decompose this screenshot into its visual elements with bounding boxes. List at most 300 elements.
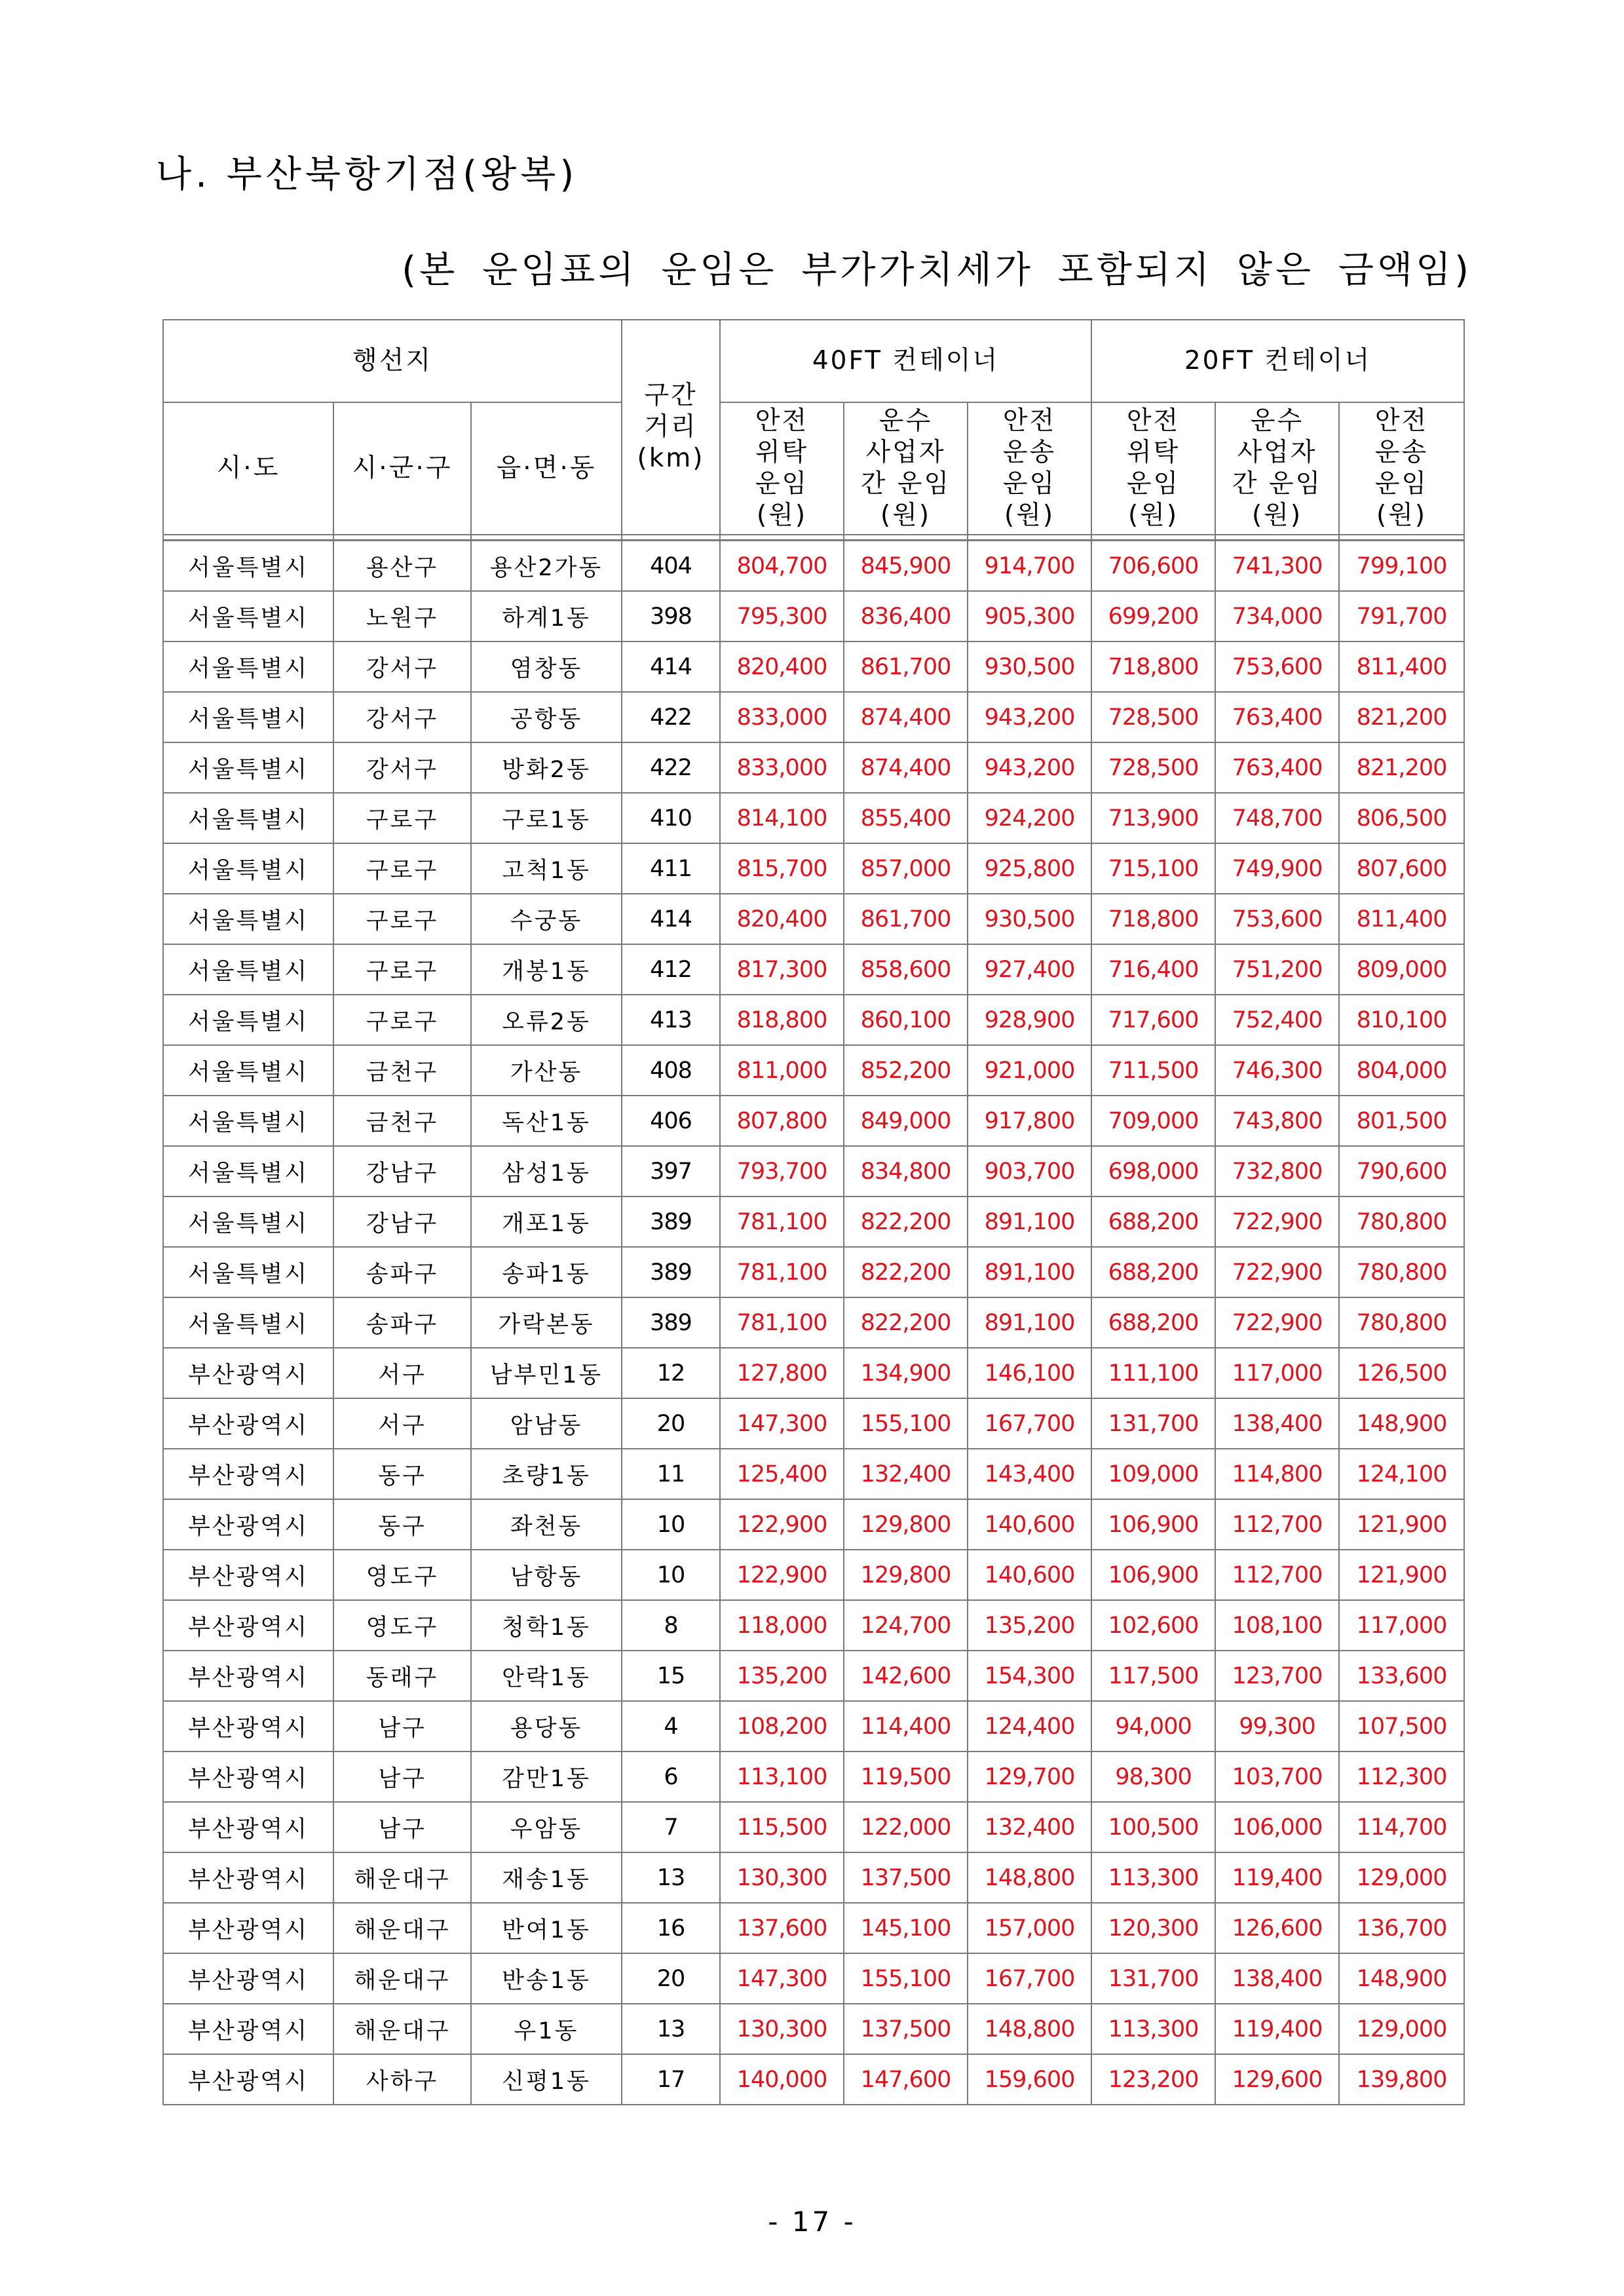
transport-fare-40ft-cell: 927,400 (968, 944, 1091, 995)
transport-fare-40ft-cell: 146,100 (968, 1348, 1091, 1398)
distance-cell: 389 (622, 1297, 720, 1348)
carrier-fare-20ft-cell: 749,900 (1215, 843, 1339, 894)
province-cell: 서울특별시 (163, 742, 333, 793)
distance-cell: 20 (622, 1953, 720, 2004)
carrier-fare-20ft-cell: 103,700 (1215, 1751, 1339, 1802)
transport-fare-20ft-cell: 790,600 (1339, 1146, 1464, 1196)
transport-fare-20ft-cell: 821,200 (1339, 742, 1464, 793)
province-cell: 부산광역시 (163, 1701, 333, 1751)
carrier-fare-20ft-cell: 722,900 (1215, 1297, 1339, 1348)
carrier-fare-20ft-cell: 751,200 (1215, 944, 1339, 995)
table-row (163, 843, 1464, 894)
city-cell: 구로구 (333, 793, 471, 843)
consign-fare-40ft-cell: 135,200 (720, 1651, 844, 1701)
transport-fare-20ft-cell: 117,000 (1339, 1600, 1464, 1651)
province-cell: 부산광역시 (163, 1550, 333, 1600)
carrier-fare-20ft-cell: 138,400 (1215, 1953, 1339, 2004)
transport-fare-20ft-header: 안전 운송 운임 (원) (1339, 402, 1464, 535)
city-cell: 송파구 (333, 1247, 471, 1297)
consign-fare-40ft-cell: 125,400 (720, 1449, 844, 1499)
consign-fare-20ft-cell: 100,500 (1091, 1802, 1215, 1852)
town-cell: 우1동 (471, 2004, 622, 2054)
carrier-fare-40ft-cell: 861,700 (844, 641, 968, 692)
city-cell: 강서구 (333, 692, 471, 742)
table-row (163, 2054, 1464, 2105)
town-header: 읍·면·동 (471, 402, 622, 535)
distance-cell: 10 (622, 1499, 720, 1550)
fare-table (162, 319, 1465, 2105)
carrier-fare-40ft-cell: 155,100 (844, 1953, 968, 2004)
carrier-fare-20ft-cell: 753,600 (1215, 894, 1339, 944)
consign-fare-20ft-cell: 109,000 (1091, 1449, 1215, 1499)
table-row (163, 1651, 1464, 1701)
carrier-fare-20ft-cell: 123,700 (1215, 1651, 1339, 1701)
carrier-fare-20ft-header: 운수 사업자 간 운임 (원) (1215, 402, 1339, 535)
carrier-fare-20ft-cell: 119,400 (1215, 1852, 1339, 1903)
distance-cell: 406 (622, 1096, 720, 1146)
city-cell: 해운대구 (333, 1852, 471, 1903)
distance-cell: 13 (622, 1852, 720, 1903)
transport-fare-20ft-cell: 804,000 (1339, 1045, 1464, 1096)
transport-fare-20ft-cell: 809,000 (1339, 944, 1464, 995)
carrier-fare-40ft-cell: 155,100 (844, 1398, 968, 1449)
distance-cell: 20 (622, 1398, 720, 1449)
city-cell: 용산구 (333, 541, 471, 592)
province-header: 시·도 (163, 402, 333, 535)
province-cell: 부산광역시 (163, 1600, 333, 1651)
consign-fare-40ft-cell: 118,000 (720, 1600, 844, 1651)
town-cell: 수궁동 (471, 894, 622, 944)
distance-cell: 397 (622, 1146, 720, 1196)
carrier-fare-40ft-cell: 122,000 (844, 1802, 968, 1852)
city-cell: 영도구 (333, 1600, 471, 1651)
province-cell: 서울특별시 (163, 1297, 333, 1348)
carrier-fare-40ft-cell: 874,400 (844, 692, 968, 742)
carrier-fare-20ft-cell: 126,600 (1215, 1903, 1339, 1953)
carrier-fare-40ft-cell: 874,400 (844, 742, 968, 793)
transport-fare-40ft-cell: 917,800 (968, 1096, 1091, 1146)
carrier-fare-20ft-cell: 763,400 (1215, 742, 1339, 793)
province-cell: 부산광역시 (163, 1348, 333, 1398)
carrier-fare-40ft-cell: 129,800 (844, 1550, 968, 1600)
transport-fare-40ft-cell: 159,600 (968, 2054, 1091, 2105)
transport-fare-40ft-cell: 148,800 (968, 1852, 1091, 1903)
transport-fare-40ft-cell: 943,200 (968, 692, 1091, 742)
town-cell: 암남동 (471, 1398, 622, 1449)
town-cell: 청학1동 (471, 1600, 622, 1651)
transport-fare-20ft-cell: 126,500 (1339, 1348, 1464, 1398)
table-row (163, 1701, 1464, 1751)
carrier-fare-20ft-cell: 112,700 (1215, 1550, 1339, 1600)
town-cell: 우암동 (471, 1802, 622, 1852)
province-cell: 서울특별시 (163, 843, 333, 894)
transport-fare-40ft-cell: 928,900 (968, 995, 1091, 1045)
transport-fare-40ft-cell: 157,000 (968, 1903, 1091, 1953)
transport-fare-20ft-cell: 139,800 (1339, 2054, 1464, 2105)
transport-fare-20ft-cell: 129,000 (1339, 1852, 1464, 1903)
carrier-fare-20ft-cell: 129,600 (1215, 2054, 1339, 2105)
table-row (163, 1953, 1464, 2004)
town-cell: 고척1동 (471, 843, 622, 894)
consign-fare-40ft-cell: 818,800 (720, 995, 844, 1045)
province-cell: 부산광역시 (163, 1903, 333, 1953)
table-row (163, 1096, 1464, 1146)
carrier-fare-20ft-cell: 114,800 (1215, 1449, 1339, 1499)
carrier-fare-40ft-cell: 129,800 (844, 1499, 968, 1550)
province-cell: 부산광역시 (163, 1953, 333, 2004)
distance-cell: 7 (622, 1802, 720, 1852)
transport-fare-40ft-cell: 905,300 (968, 591, 1091, 641)
consign-fare-20ft-cell: 728,500 (1091, 742, 1215, 793)
consign-fare-20ft-cell: 94,000 (1091, 1701, 1215, 1751)
distance-cell: 404 (622, 541, 720, 592)
town-cell: 공항동 (471, 692, 622, 742)
carrier-fare-40ft-cell: 858,600 (844, 944, 968, 995)
consign-fare-40ft-cell: 811,000 (720, 1045, 844, 1096)
distance-cell: 413 (622, 995, 720, 1045)
transport-fare-20ft-cell: 810,100 (1339, 995, 1464, 1045)
consign-fare-40ft-cell: 817,300 (720, 944, 844, 995)
group-20ft-header: 20FT 컨테이너 (1091, 320, 1464, 402)
carrier-fare-40ft-cell: 145,100 (844, 1903, 968, 1953)
fare-table-body (163, 535, 1464, 2105)
town-cell: 반송1동 (471, 1953, 622, 2004)
city-cell: 영도구 (333, 1550, 471, 1600)
transport-fare-20ft-cell: 121,900 (1339, 1550, 1464, 1600)
table-row (163, 1903, 1464, 1953)
table-row (163, 1146, 1464, 1196)
city-cell: 동구 (333, 1499, 471, 1550)
consign-fare-40ft-cell: 137,600 (720, 1903, 844, 1953)
province-cell: 서울특별시 (163, 1045, 333, 1096)
province-cell: 부산광역시 (163, 1499, 333, 1550)
city-cell: 남구 (333, 1751, 471, 1802)
consign-fare-40ft-cell: 814,100 (720, 793, 844, 843)
consign-fare-20ft-cell: 688,200 (1091, 1247, 1215, 1297)
carrier-fare-20ft-cell: 119,400 (1215, 2004, 1339, 2054)
transport-fare-20ft-cell: 799,100 (1339, 541, 1464, 592)
transport-fare-20ft-cell: 801,500 (1339, 1096, 1464, 1146)
city-cell: 동구 (333, 1449, 471, 1499)
province-cell: 서울특별시 (163, 591, 333, 641)
carrier-fare-20ft-cell: 734,000 (1215, 591, 1339, 641)
transport-fare-20ft-cell: 124,100 (1339, 1449, 1464, 1499)
consign-fare-40ft-cell: 140,000 (720, 2054, 844, 2105)
consign-fare-20ft-header: 안전 위탁 운임 (원) (1091, 402, 1215, 535)
distance-cell: 408 (622, 1045, 720, 1096)
transport-fare-40ft-cell: 148,800 (968, 2004, 1091, 2054)
province-cell: 부산광역시 (163, 2054, 333, 2105)
transport-fare-40ft-cell: 140,600 (968, 1550, 1091, 1600)
carrier-fare-40ft-cell: 860,100 (844, 995, 968, 1045)
transport-fare-40ft-cell: 943,200 (968, 742, 1091, 793)
province-cell: 부산광역시 (163, 1852, 333, 1903)
transport-fare-20ft-cell: 780,800 (1339, 1297, 1464, 1348)
transport-fare-20ft-cell: 112,300 (1339, 1751, 1464, 1802)
carrier-fare-40ft-cell: 852,200 (844, 1045, 968, 1096)
transport-fare-20ft-cell: 129,000 (1339, 2004, 1464, 2054)
province-cell: 부산광역시 (163, 1802, 333, 1852)
transport-fare-20ft-cell: 807,600 (1339, 843, 1464, 894)
consign-fare-40ft-cell: 781,100 (720, 1297, 844, 1348)
carrier-fare-40ft-cell: 861,700 (844, 894, 968, 944)
table-row (163, 894, 1464, 944)
transport-fare-20ft-cell: 821,200 (1339, 692, 1464, 742)
table-row (163, 2004, 1464, 2054)
city-cell: 송파구 (333, 1297, 471, 1348)
distance-cell: 13 (622, 2004, 720, 2054)
carrier-fare-40ft-cell: 132,400 (844, 1449, 968, 1499)
consign-fare-20ft-cell: 713,900 (1091, 793, 1215, 843)
city-cell: 구로구 (333, 894, 471, 944)
province-cell: 서울특별시 (163, 692, 333, 742)
transport-fare-40ft-cell: 135,200 (968, 1600, 1091, 1651)
consign-fare-20ft-cell: 711,500 (1091, 1045, 1215, 1096)
transport-fare-40ft-cell: 914,700 (968, 541, 1091, 592)
table-row (163, 1751, 1464, 1802)
consign-fare-20ft-cell: 718,800 (1091, 641, 1215, 692)
consign-fare-40ft-cell: 115,500 (720, 1802, 844, 1852)
province-cell: 부산광역시 (163, 1398, 333, 1449)
table-row (163, 1802, 1464, 1852)
distance-cell: 6 (622, 1751, 720, 1802)
consign-fare-40ft-cell: 113,100 (720, 1751, 844, 1802)
town-cell: 신평1동 (471, 2054, 622, 2105)
consign-fare-20ft-cell: 706,600 (1091, 541, 1215, 592)
table-row (163, 1852, 1464, 1903)
carrier-fare-20ft-cell: 763,400 (1215, 692, 1339, 742)
consign-fare-40ft-cell: 130,300 (720, 1852, 844, 1903)
town-cell: 좌천동 (471, 1499, 622, 1550)
province-cell: 서울특별시 (163, 944, 333, 995)
transport-fare-20ft-cell: 791,700 (1339, 591, 1464, 641)
transport-fare-40ft-cell: 921,000 (968, 1045, 1091, 1096)
town-cell: 안락1동 (471, 1651, 622, 1701)
province-cell: 서울특별시 (163, 541, 333, 592)
table-row (163, 995, 1464, 1045)
city-cell: 금천구 (333, 1096, 471, 1146)
city-cell: 해운대구 (333, 1903, 471, 1953)
province-cell: 부산광역시 (163, 1651, 333, 1701)
distance-cell: 4 (622, 1701, 720, 1751)
transport-fare-40ft-cell: 930,500 (968, 894, 1091, 944)
distance-cell: 422 (622, 742, 720, 793)
carrier-fare-40ft-cell: 822,200 (844, 1196, 968, 1247)
table-row (163, 591, 1464, 641)
consign-fare-40ft-cell: 147,300 (720, 1953, 844, 2004)
transport-fare-40ft-cell: 143,400 (968, 1449, 1091, 1499)
province-cell: 서울특별시 (163, 793, 333, 843)
consign-fare-20ft-cell: 102,600 (1091, 1600, 1215, 1651)
carrier-fare-40ft-cell: 822,200 (844, 1247, 968, 1297)
table-row (163, 1045, 1464, 1096)
consign-fare-40ft-cell: 122,900 (720, 1550, 844, 1600)
town-cell: 감만1동 (471, 1751, 622, 1802)
city-cell: 노원구 (333, 591, 471, 641)
distance-cell: 412 (622, 944, 720, 995)
transport-fare-20ft-cell: 136,700 (1339, 1903, 1464, 1953)
page-number: - 17 - (768, 2206, 856, 2238)
consign-fare-20ft-cell: 716,400 (1091, 944, 1215, 995)
transport-fare-40ft-cell: 930,500 (968, 641, 1091, 692)
transport-fare-40ft-cell: 167,700 (968, 1398, 1091, 1449)
consign-fare-40ft-cell: 833,000 (720, 742, 844, 793)
carrier-fare-20ft-cell: 117,000 (1215, 1348, 1339, 1398)
town-cell: 가락본동 (471, 1297, 622, 1348)
transport-fare-20ft-cell: 811,400 (1339, 894, 1464, 944)
carrier-fare-40ft-cell: 836,400 (844, 591, 968, 641)
carrier-fare-20ft-cell: 722,900 (1215, 1247, 1339, 1297)
distance-cell: 10 (622, 1550, 720, 1600)
carrier-fare-40ft-cell: 119,500 (844, 1751, 968, 1802)
city-cell: 구로구 (333, 944, 471, 995)
carrier-fare-40ft-cell: 134,900 (844, 1348, 968, 1398)
carrier-fare-20ft-cell: 741,300 (1215, 541, 1339, 592)
consign-fare-40ft-cell: 795,300 (720, 591, 844, 641)
consign-fare-20ft-cell: 718,800 (1091, 894, 1215, 944)
transport-fare-40ft-cell: 140,600 (968, 1499, 1091, 1550)
section-title: 나. 부산북항기점(왕복) (156, 153, 578, 196)
transport-fare-40ft-cell: 891,100 (968, 1297, 1091, 1348)
table-row (163, 793, 1464, 843)
town-cell: 오류2동 (471, 995, 622, 1045)
carrier-fare-40ft-cell: 114,400 (844, 1701, 968, 1751)
city-header: 시·군·구 (333, 402, 471, 535)
city-cell: 강남구 (333, 1196, 471, 1247)
city-cell: 해운대구 (333, 2004, 471, 2054)
consign-fare-20ft-cell: 717,600 (1091, 995, 1215, 1045)
town-cell: 하계1동 (471, 591, 622, 641)
table-row (163, 692, 1464, 742)
table-row (163, 742, 1464, 793)
city-cell: 강서구 (333, 641, 471, 692)
carrier-fare-20ft-cell: 722,900 (1215, 1196, 1339, 1247)
table-row (163, 1348, 1464, 1398)
city-cell: 사하구 (333, 2054, 471, 2105)
carrier-fare-20ft-cell: 138,400 (1215, 1398, 1339, 1449)
group-40ft-header: 40FT 컨테이너 (720, 320, 1091, 402)
transport-fare-20ft-cell: 806,500 (1339, 793, 1464, 843)
distance-cell: 15 (622, 1651, 720, 1701)
province-cell: 서울특별시 (163, 1247, 333, 1297)
table-row (163, 1247, 1464, 1297)
table-row (163, 1297, 1464, 1348)
consign-fare-20ft-cell: 106,900 (1091, 1499, 1215, 1550)
city-cell: 서구 (333, 1398, 471, 1449)
carrier-fare-40ft-cell: 849,000 (844, 1096, 968, 1146)
carrier-fare-40ft-cell: 137,500 (844, 2004, 968, 2054)
transport-fare-40ft-cell: 132,400 (968, 1802, 1091, 1852)
city-cell: 강서구 (333, 742, 471, 793)
distance-cell: 389 (622, 1196, 720, 1247)
transport-fare-20ft-cell: 148,900 (1339, 1398, 1464, 1449)
consign-fare-40ft-cell: 793,700 (720, 1146, 844, 1196)
province-cell: 서울특별시 (163, 894, 333, 944)
city-cell: 남구 (333, 1802, 471, 1852)
town-cell: 남부민1동 (471, 1348, 622, 1398)
town-cell: 용산2가동 (471, 541, 622, 592)
province-cell: 서울특별시 (163, 641, 333, 692)
distance-cell: 8 (622, 1600, 720, 1651)
carrier-fare-20ft-cell: 99,300 (1215, 1701, 1339, 1751)
carrier-fare-20ft-cell: 746,300 (1215, 1045, 1339, 1096)
table-row (163, 641, 1464, 692)
town-cell: 독산1동 (471, 1096, 622, 1146)
province-cell: 서울특별시 (163, 995, 333, 1045)
consign-fare-40ft-cell: 127,800 (720, 1348, 844, 1398)
province-cell: 부산광역시 (163, 2004, 333, 2054)
distance-cell: 11 (622, 1449, 720, 1499)
distance-cell: 414 (622, 641, 720, 692)
distance-cell: 410 (622, 793, 720, 843)
province-cell: 부산광역시 (163, 1751, 333, 1802)
table-row (163, 1600, 1464, 1651)
carrier-fare-40ft-header: 운수 사업자 간 운임 (원) (844, 402, 968, 535)
carrier-fare-20ft-cell: 112,700 (1215, 1499, 1339, 1550)
transport-fare-20ft-cell: 121,900 (1339, 1499, 1464, 1550)
table-row (163, 1196, 1464, 1247)
distance-cell: 16 (622, 1903, 720, 1953)
consign-fare-40ft-cell: 804,700 (720, 541, 844, 592)
transport-fare-20ft-cell: 780,800 (1339, 1247, 1464, 1297)
carrier-fare-20ft-cell: 732,800 (1215, 1146, 1339, 1196)
province-cell: 서울특별시 (163, 1146, 333, 1196)
transport-fare-40ft-cell: 891,100 (968, 1196, 1091, 1247)
table-row (163, 1398, 1464, 1449)
vat-note: (본 운임표의 운임은 부가가치세가 포함되지 않은 금액임) (402, 249, 1472, 292)
consign-fare-40ft-cell: 815,700 (720, 843, 844, 894)
table-row (163, 1550, 1464, 1600)
town-cell: 염창동 (471, 641, 622, 692)
town-cell: 송파1동 (471, 1247, 622, 1297)
consign-fare-20ft-cell: 113,300 (1091, 2004, 1215, 2054)
carrier-fare-40ft-cell: 137,500 (844, 1852, 968, 1903)
city-cell: 서구 (333, 1348, 471, 1398)
carrier-fare-20ft-cell: 108,100 (1215, 1600, 1339, 1651)
transport-fare-40ft-cell: 903,700 (968, 1146, 1091, 1196)
carrier-fare-40ft-cell: 845,900 (844, 541, 968, 592)
consign-fare-40ft-cell: 122,900 (720, 1499, 844, 1550)
city-cell: 강남구 (333, 1146, 471, 1196)
consign-fare-20ft-cell: 111,100 (1091, 1348, 1215, 1398)
province-cell: 부산광역시 (163, 1449, 333, 1499)
distance-cell: 411 (622, 843, 720, 894)
table-row (163, 944, 1464, 995)
town-cell: 방화2동 (471, 742, 622, 793)
carrier-fare-40ft-cell: 147,600 (844, 2054, 968, 2105)
transport-fare-40ft-cell: 167,700 (968, 1953, 1091, 2004)
consign-fare-20ft-cell: 715,100 (1091, 843, 1215, 894)
destination-header: 행선지 (163, 320, 622, 402)
carrier-fare-40ft-cell: 855,400 (844, 793, 968, 843)
consign-fare-40ft-header: 안전 위탁 운임 (원) (720, 402, 844, 535)
consign-fare-40ft-cell: 820,400 (720, 641, 844, 692)
consign-fare-20ft-cell: 698,000 (1091, 1146, 1215, 1196)
consign-fare-20ft-cell: 98,300 (1091, 1751, 1215, 1802)
transport-fare-20ft-cell: 114,700 (1339, 1802, 1464, 1852)
consign-fare-40ft-cell: 820,400 (720, 894, 844, 944)
carrier-fare-40ft-cell: 142,600 (844, 1651, 968, 1701)
consign-fare-20ft-cell: 131,700 (1091, 1398, 1215, 1449)
carrier-fare-40ft-cell: 822,200 (844, 1297, 968, 1348)
carrier-fare-20ft-cell: 743,800 (1215, 1096, 1339, 1146)
consign-fare-20ft-cell: 117,500 (1091, 1651, 1215, 1701)
town-cell: 반여1동 (471, 1903, 622, 1953)
distance-cell: 17 (622, 2054, 720, 2105)
province-cell: 서울특별시 (163, 1196, 333, 1247)
city-cell: 구로구 (333, 843, 471, 894)
consign-fare-20ft-cell: 131,700 (1091, 1953, 1215, 2004)
